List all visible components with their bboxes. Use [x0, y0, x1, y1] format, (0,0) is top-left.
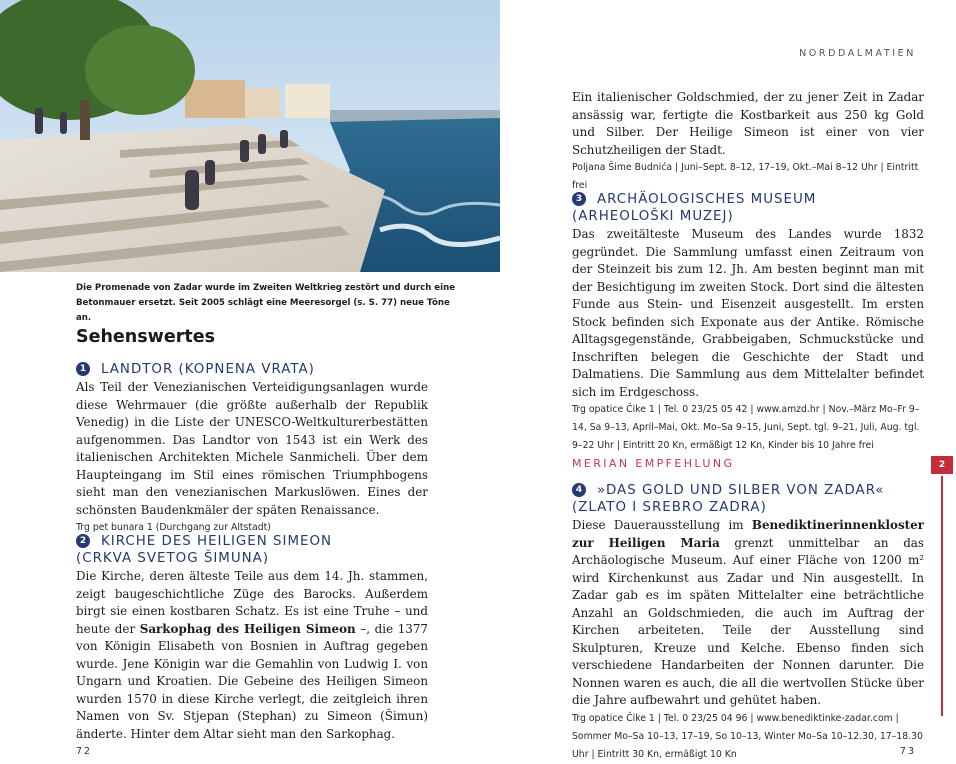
- entry-title: [76, 361, 428, 378]
- entry-st-simeon-continued: [572, 89, 924, 195]
- body-text: Diese Dauerausstellung im: [572, 518, 752, 532]
- entry-title-continued: [76, 550, 428, 567]
- body-text: –, die 1377 von Königin Elisabeth von Bosnien in Auftrag gegeben wurde. Jene Königin war die Gemahlin von Ludwig I. von Ungarn und Kroatien. Die Gebeine des Heiligen Simeon wurden 1570 in diese Kirche verlegt, die zeitgleich ihren Namen von Sv. Stjepan (Stephan) zu Simeon (Šimun) änderte. Hinter dem Altar sieht man den Sarkophag.: [76, 621, 428, 741]
- chapter-tab-rule: [941, 476, 943, 716]
- entry-title-continued: [572, 208, 924, 225]
- entry-archaeological-museum: [572, 191, 924, 455]
- entry-body: [76, 568, 428, 743]
- body-text: Die Kirche, deren älteste Teile aus dem 14. Jh. stammen, zeigt baugeschichtliche Züge des Barocks. Außerdem birgt sie einen kostbaren Schatz. Es ist eine Truhe – und heute der: [76, 569, 428, 636]
- running-head: NORDDALMATIEN: [799, 48, 916, 59]
- page-number-left: 72: [76, 746, 93, 757]
- entry-st-simeon: [76, 533, 428, 743]
- entry-title-line2: (ZLATO I SREBRO ZADRA): [572, 500, 767, 515]
- page-number-right: 73: [899, 746, 916, 757]
- entry-address: Trg opatice Čike 1 | Tel. 0 23/25 05 42 | www.amzd.hr | Nov.–März Mo–Fr 9–14, Sa 9–13, April–Mai, Okt. Mo–Sa 9–15, Juni, Sept. tgl. 9–21, Juli, Aug. tgl. 9–22 Uhr | Eintritt 20 Kn, ermäßigt 12 Kn, Kinder bis 10 Jahre frei: [572, 404, 920, 451]
- entry-number-badge: 2: [76, 534, 90, 548]
- entry-title: [572, 191, 924, 208]
- body-text: grenzt unmittelbar an das Archäologische Museum. Auf einer Fläche von 1200 m² wird Kirchenkunst aus Zadar und Nin ausgestellt. In Zadar gab es im späten Mittelalter eine beträchtliche Anzahl an Goldschmieden, die auch im Auftrag der Kirchen arbeiteten. Teile der Ausstellung sind Skulpturen, Kreuze und Kelche. Ebenso finden sich verschiedene Handarbeiten der Nonnen darunter. Die Nonnen waren es auch, die all die wertvollen Stücke über die Jahre aufbewahrt und gehütet haben.: [572, 535, 924, 707]
- photo-caption: Die Promenade von Zadar wurde im Zweiten Weltkrieg zestört und durch eine Betonmauer ersetzt. Seit 2005 schlägt eine Meeresorgel (s. S. 77) neue Töne an.: [76, 283, 456, 323]
- entry-gold-silver-zadar: [572, 482, 924, 764]
- entry-title-line1: »DAS GOLD UND SILBER VON ZADAR«: [597, 483, 885, 498]
- merian-recommendation-label: MERIAN EMPFEHLUNG: [572, 457, 735, 470]
- entry-address: Poljana Šime Budnića | Juni–Sept. 8–12, 17–19, Okt.–Mai 8–12 Uhr | Eintritt frei: [572, 162, 919, 191]
- entry-landtor: [76, 361, 428, 537]
- body-text-bold: Sarkophag des Heiligen Simeon: [139, 621, 356, 636]
- entry-number-badge: 1: [76, 362, 90, 376]
- entry-body: Das zweitälteste Museum des Landes wurde 1832 gegründet. Die Sammlung umfasst einen Zeitraum von der Steinzeit bis zum 12. Jh. Am besten beginnt man mit der Besichtigung im zweiten Stock. Dort sind die ältesten Funde aus Stein- und Eisenzeit ausgestellt. Im ersten Stock befinden sich Exponate aus der Antike. Römische Alltagsgegenstände, Grabbeigaben, Schmuckstücke und Inschriften belegen die Geschichte der Stadt und Dalmatiens. Die Sammlung aus dem Mittelalter befindet sich im Erdgeschoss.: [572, 227, 924, 399]
- entry-title-line2: (ARHEOLOŠKI MUZEJ): [572, 209, 734, 224]
- section-heading: Sehenswertes: [76, 327, 215, 347]
- chapter-tab: 2: [931, 456, 953, 474]
- entry-title-line1: KIRCHE DES HEILIGEN SIMEON: [101, 534, 333, 549]
- entry-number-badge: 3: [572, 192, 586, 206]
- entry-title: [572, 482, 924, 499]
- entry-body: [572, 517, 924, 710]
- entry-title: [76, 533, 428, 550]
- entry-title-line1: ARCHÄOLOGISCHES MUSEUM: [597, 192, 817, 207]
- entry-number-badge: 4: [572, 483, 586, 497]
- zadar-promenade-photo: [0, 0, 500, 272]
- entry-address: Trg pet bunara 1 (Durchgang zur Altstadt): [76, 522, 271, 533]
- entry-body: Ein italienischer Goldschmied, der zu jener Zeit in Zadar ansässig war, fertigte die Kostbarkeit aus 250 kg Gold und Silber. Der Heilige Simeon ist einer von vier Schutzheiligen der Stadt.: [572, 90, 924, 157]
- right-page: [478, 0, 956, 764]
- body-text-bold: Benediktinerinnenkloster zur Heiligen Maria: [572, 518, 924, 550]
- entry-title-line2: (CRKVA SVETOG ŠIMUNA): [76, 551, 270, 566]
- entry-address: Trg opatice Čike 1 | Tel. 0 23/25 04 96 | www.benediktinke-zadar.com | Sommer Mo–Sa 10–13, 17–19, So 10–13, Winter Mo–Sa 10–12.30, 17–18.30 Uhr | Eintritt 30 Kn, ermäßigt 10 Kn: [572, 712, 923, 760]
- entry-title-text: LANDTOR (KOPNENA VRATA): [101, 362, 315, 377]
- entry-title-continued: [572, 499, 924, 516]
- entry-body: Als Teil der Venezianischen Verteidigungsanlagen wurde diese Wehrmauer (die größte außerhalb der Republik Venedig) in die Liste der UNESCO-Weltkulturerbestätten aufgenommen. Das Landtor von 1543 ist ein Werk des italienischen Architekten Michele Sanmicheli. Über dem Haupteingang im Stil eines römischen Triumphbogens sieht man den venezianischen Markuslöwen. Eines der schönsten Baudenkmäler der späten Renaissance.: [76, 380, 428, 517]
